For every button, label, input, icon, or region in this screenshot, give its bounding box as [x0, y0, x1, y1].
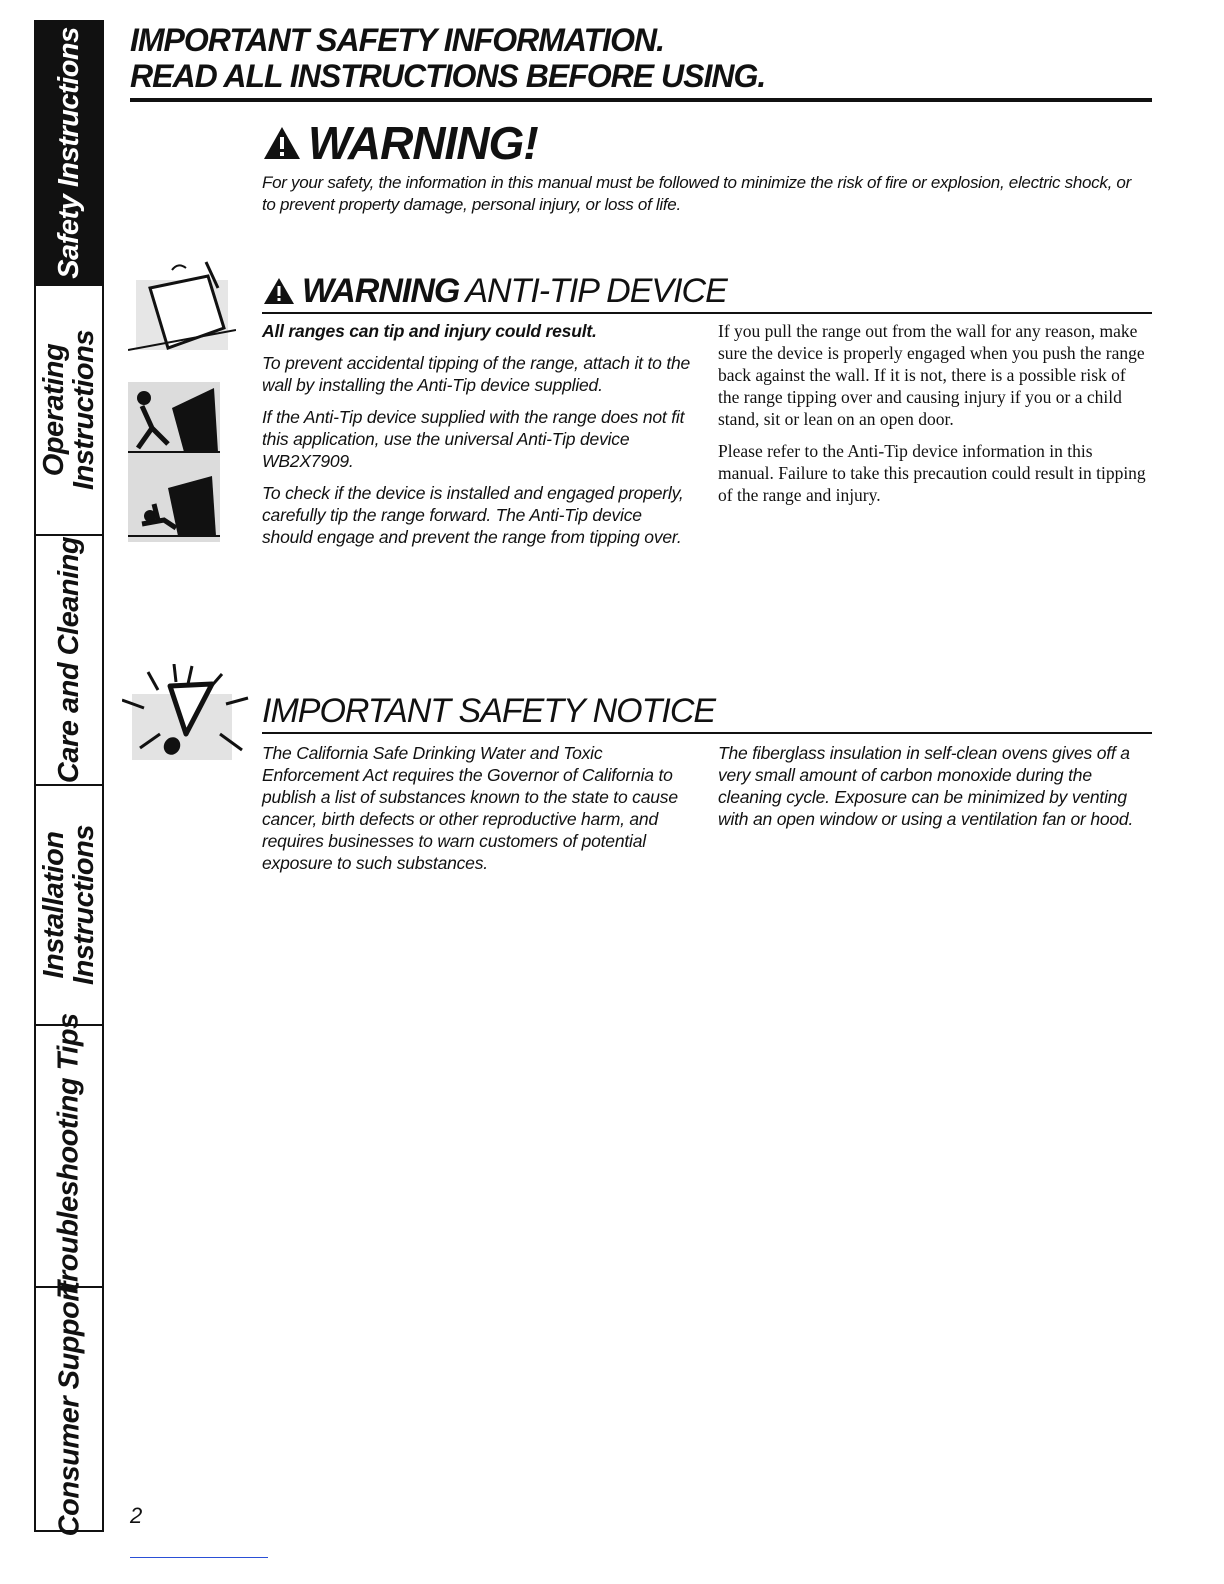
tab-consumer-support[interactable]: [36, 1281, 102, 1537]
header-line-2: READ ALL INSTRUCTIONS BEFORE USING.: [130, 58, 766, 94]
tab-safety-instructions[interactable]: [36, 22, 102, 286]
anti-tip-paragraph: Please refer to the Anti-Tip device information in this manual. Failure to take this precaution could result in tipping of the range and injury.: [718, 441, 1146, 505]
section-tab-bar: [34, 20, 104, 1537]
tab-installation-instructions[interactable]: [36, 786, 102, 1026]
page-header: [130, 22, 1152, 102]
anti-tip-paragraph: To prevent accidental tipping of the range, attach it to the wall by installing the Anti-Tip device supplied.: [262, 353, 691, 395]
child-on-door-illustration: [128, 378, 220, 460]
notice-heading: [262, 692, 1152, 734]
notice-left-column: [262, 742, 692, 884]
tab-label: Safety Instructions: [53, 27, 85, 279]
tab-label: Consumer Support: [53, 1281, 85, 1537]
tab-care-and-cleaning[interactable]: [36, 536, 102, 786]
anti-tip-left-column: [262, 320, 692, 558]
warning-title: [262, 118, 538, 168]
warning-triangle-icon: [262, 276, 296, 306]
tab-label: Installation Instructions: [38, 825, 100, 985]
anti-tip-paragraph: If the Anti-Tip device supplied with the range does not fit this application, use the universal Anti-Tip device WB2X7909.: [262, 407, 685, 471]
range-tipping-illustration: [128, 258, 236, 358]
tab-troubleshooting-tips[interactable]: [36, 1013, 102, 1299]
child-on-door-illustration: [128, 458, 220, 542]
exclamation-burst-icon: [122, 664, 254, 764]
anti-tip-heading-bold: WARNING: [302, 272, 460, 310]
warning-title-text: WARNING!: [308, 117, 538, 169]
warning-intro: For your safety, the information in this manual must be followed to minimize the risk of fire or explosion, electric shock, or to prevent property damage, personal injury, or loss of life.: [262, 173, 1131, 214]
anti-tip-lead: All ranges can tip and injury could result.: [262, 321, 597, 341]
footer-rule: [130, 1557, 268, 1558]
anti-tip-heading-light: ANTI-TIP DEVICE: [465, 272, 727, 310]
notice-paragraph: The California Safe Drinking Water and Toxic Enforcement Act requires the Governor of California to publish a list of substances known to the state to cause cancer, birth defects or other reproductive harm, and requires businesses to warn customers of potential exposure to such substances.: [262, 743, 678, 873]
notice-paragraph: The fiberglass insulation in self-clean ovens gives off a very small amount of carbon monoxide during the cleaning cycle. Exposure can be minimized by venting with an open window or using a ventilation fan or hood.: [718, 743, 1134, 829]
anti-tip-paragraph: If you pull the range out from the wall for any reason, make sure the device is properly engaged when you push the range back against the wall. If it is not, there is a possible risk of the range tipping over and causing injury if you or a child stand, sit or lean on an open door.: [718, 321, 1145, 429]
notice-heading-text: IMPORTANT SAFETY NOTICE: [262, 692, 716, 730]
header-line-1: IMPORTANT SAFETY INFORMATION.: [130, 22, 664, 58]
warning-triangle-icon: [262, 125, 302, 161]
anti-tip-paragraph: To check if the device is installed and engaged properly, carefully tip the range forward. The Anti-Tip device should engage and prevent the range from tipping over.: [262, 483, 684, 547]
notice-right-column: [718, 742, 1150, 840]
tab-label: Care and Cleaning: [53, 536, 85, 784]
anti-tip-right-column: [718, 320, 1150, 516]
tab-label: Operating Instructions: [38, 330, 100, 490]
page-number: 2: [130, 1503, 143, 1528]
anti-tip-heading: [262, 272, 1152, 314]
tab-operating-instructions[interactable]: [36, 286, 102, 536]
tab-label: Troubleshooting Tips: [53, 1013, 85, 1299]
